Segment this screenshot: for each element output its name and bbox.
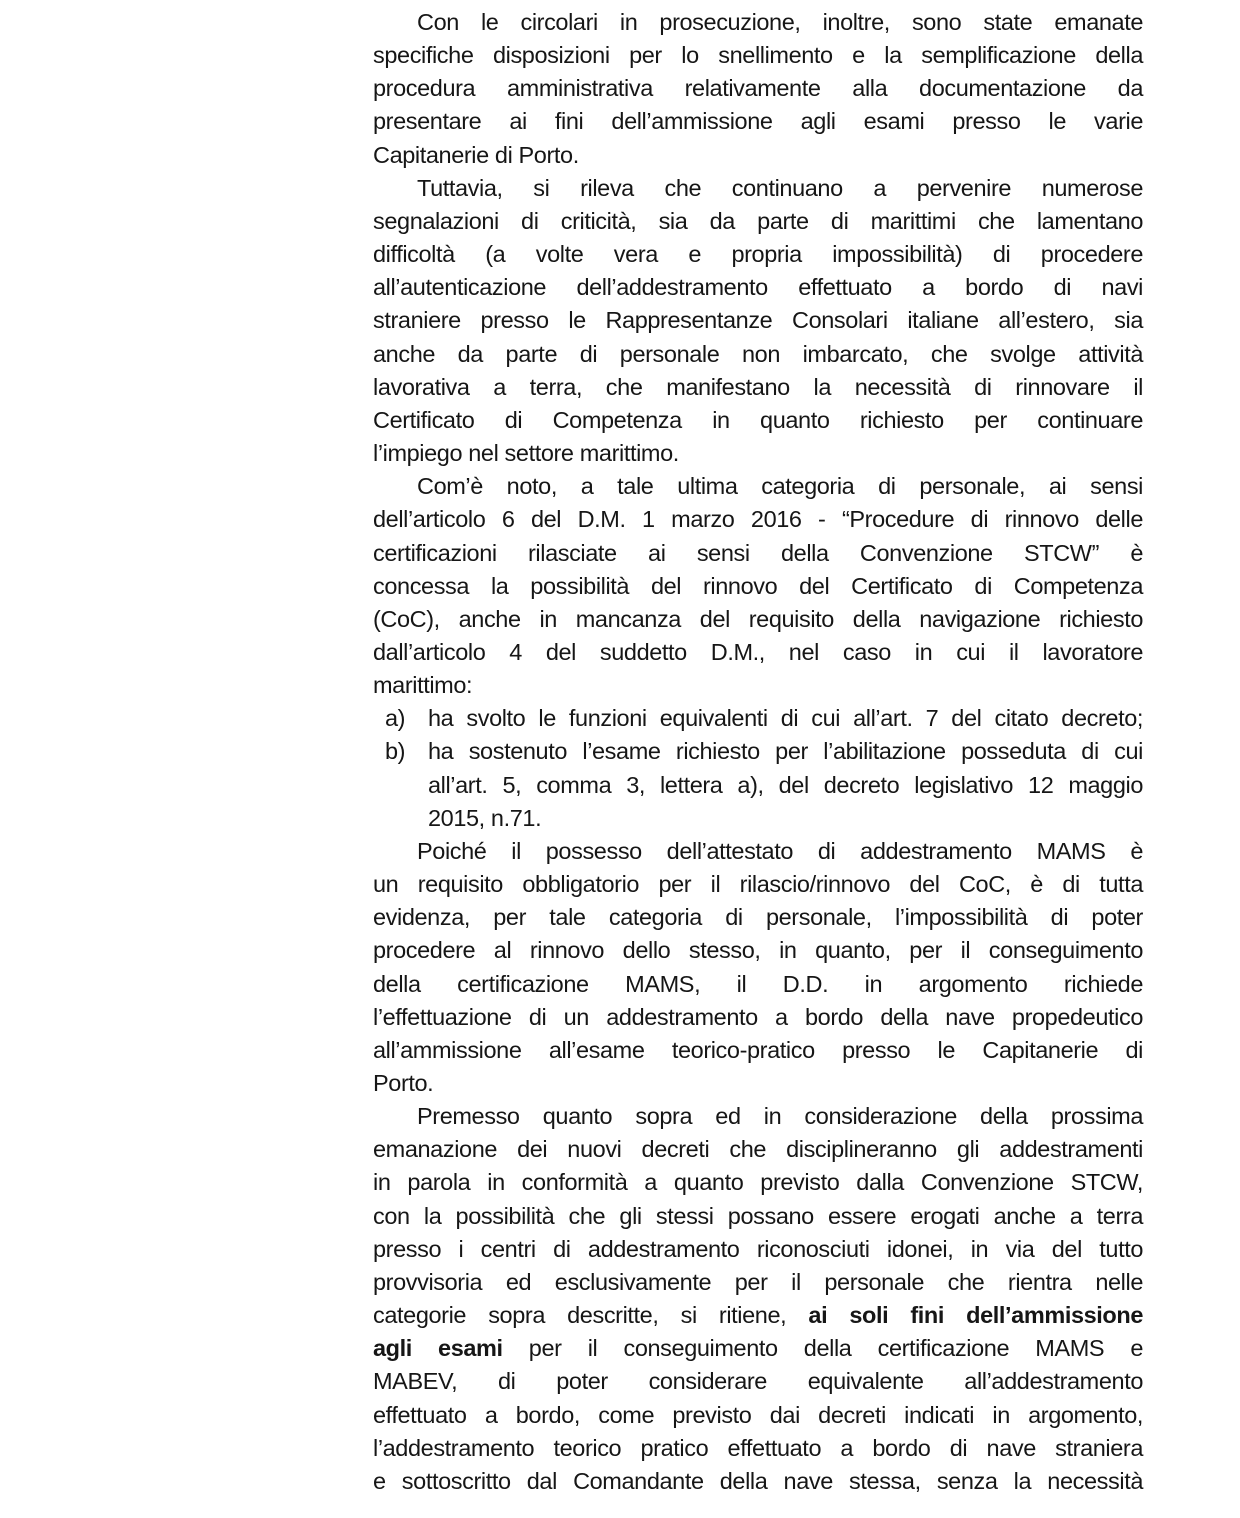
text-run: ha svolto le funzioni equivalenti di cui all’art. 7 del citato decreto; <box>428 705 1143 732</box>
text-line <box>373 968 1143 1001</box>
text-run: all’art. 5, comma 3, lettera a), del decreto legislativo 12 maggio <box>428 771 1143 798</box>
text-line <box>373 537 1143 570</box>
text-run: l’effettuazione di un addestramento a bordo della nave propedeutico <box>373 1003 1143 1030</box>
text-line <box>373 868 1143 901</box>
text-run: emanazione dei nuovi decreti che disciplineranno gli addestramenti <box>373 1136 1143 1163</box>
text-line <box>373 6 1143 39</box>
text-line <box>373 1001 1143 1034</box>
text-run: concessa la possibilità del rinnovo del Certificato di Competenza <box>373 572 1143 599</box>
text-line <box>373 437 1143 470</box>
text-run: Con le circolari in prosecuzione, inoltre, sono state emanate <box>417 9 1143 35</box>
text-line <box>373 901 1143 934</box>
text-run: anche da parte di personale non imbarcato, che svolge attività <box>373 340 1143 367</box>
text-run: in parola in conformità a quanto previsto dalla Convenzione STCW, <box>373 1169 1143 1196</box>
text-line <box>373 72 1143 105</box>
text-run: Com’è noto, a tale ultima categoria di personale, ai sensi <box>417 473 1143 500</box>
text-run: all’ammissione all’esame teorico-pratico presso le Capitanerie di <box>373 1036 1143 1063</box>
bold-text-run: ai soli fini dell’ammissione <box>808 1302 1143 1329</box>
text-line <box>373 1299 1143 1332</box>
text-run: per il conseguimento della certificazione MAMS e <box>502 1335 1143 1362</box>
text-run: difficoltà (a volte vera e propria impossibilità) di procedere <box>373 241 1143 268</box>
text-run: lavorativa a terra, che manifestano la necessità di rinnovare il <box>373 373 1143 400</box>
text-line <box>373 702 1143 735</box>
text-run: 2015, n.71. <box>428 804 542 831</box>
text-line <box>373 802 1143 835</box>
text-run: marittimo: <box>373 672 473 699</box>
text-line <box>373 172 1143 205</box>
text-line <box>373 1133 1143 1166</box>
text-line <box>373 669 1143 702</box>
text-run: dall’articolo 4 del suddetto D.M., nel caso in cui il lavoratore <box>373 638 1143 665</box>
text-line <box>373 105 1143 138</box>
text-line <box>373 735 1143 768</box>
text-line <box>373 271 1143 304</box>
text-line <box>373 304 1143 337</box>
text-line <box>373 1166 1143 1199</box>
text-line <box>373 835 1143 868</box>
text-line <box>373 934 1143 967</box>
text-run: procedere al rinnovo dello stesso, in quanto, per il conseguimento <box>373 937 1143 964</box>
text-line <box>373 1399 1143 1432</box>
text-line <box>373 238 1143 271</box>
text-line <box>373 503 1143 536</box>
text-line <box>373 1233 1143 1266</box>
text-run: Porto. <box>373 1070 434 1096</box>
text-line <box>373 1034 1143 1067</box>
text-run: della certificazione MAMS, il D.D. in argomento richiede <box>373 970 1143 997</box>
text-run: evidenza, per tale categoria di personale, l’impossibilità di poter <box>373 904 1143 931</box>
text-run: Premesso quanto sopra ed in considerazione della prossima <box>417 1103 1143 1130</box>
text-run: specifiche disposizioni per lo snellimento e la semplificazione della <box>373 42 1143 69</box>
text-line <box>373 1365 1143 1398</box>
text-run: (CoC), anche in mancanza del requisito della navigazione richiesto <box>373 605 1143 632</box>
text-run: presso i centri di addestramento riconosciuti idonei, in via del tutto <box>373 1235 1143 1262</box>
text-line <box>373 371 1143 404</box>
text-run: Poiché il possesso dell’attestato di addestramento MAMS è <box>417 837 1143 864</box>
text-run: ha sostenuto l’esame richiesto per l’abilitazione posseduta di cui <box>428 738 1143 765</box>
text-line <box>373 1266 1143 1299</box>
text-line <box>373 603 1143 636</box>
list-marker: b) <box>385 738 406 765</box>
text-line <box>373 39 1143 72</box>
text-run: certificazioni rilasciate ai sensi della Convenzione STCW” è <box>373 539 1143 566</box>
bold-text-run: agli esami <box>373 1335 503 1362</box>
text-line <box>373 1100 1143 1133</box>
text-line <box>373 1465 1143 1498</box>
list-marker: a) <box>385 705 406 732</box>
text-line <box>373 636 1143 669</box>
text-run: dell’articolo 6 del D.M. 1 marzo 2016 - “Procedure di rinnovo delle <box>373 506 1143 533</box>
text-run: l’addestramento teorico pratico effettuato a bordo di nave straniera <box>373 1434 1143 1461</box>
text-line <box>373 769 1143 802</box>
text-run: all’autenticazione dell’addestramento effettuato a bordo di navi <box>373 274 1143 301</box>
text-run: MABEV, di poter considerare equivalente all’addestramento <box>373 1368 1143 1395</box>
text-run: presentare ai fini dell’ammissione agli esami presso le varie <box>373 108 1143 135</box>
text-run: un requisito obbligatorio per il rilascio/rinnovo del CoC, è di tutta <box>373 871 1143 898</box>
text-line <box>373 470 1143 503</box>
text-run: categorie sopra descritte, si ritiene, <box>373 1302 809 1329</box>
text-run: procedura amministrativa relativamente alla documentazione da <box>373 75 1143 102</box>
text-line <box>373 338 1143 371</box>
text-line <box>373 1432 1143 1465</box>
text-run: provvisoria ed esclusivamente per il personale che rientra nelle <box>373 1268 1143 1295</box>
text-run: con la possibilità che gli stessi possano essere erogati anche a terra <box>373 1202 1143 1229</box>
text-run: segnalazioni di criticità, sia da parte di marittimi che lamentano <box>373 207 1143 234</box>
text-run: straniere presso le Rappresentanze Consolari italiane all’estero, sia <box>373 307 1143 334</box>
text-line <box>373 1067 1143 1100</box>
text-line <box>373 570 1143 603</box>
text-line <box>373 404 1143 437</box>
text-line <box>373 205 1143 238</box>
text-run: Tuttavia, si rileva che continuano a pervenire numerose <box>417 174 1143 201</box>
text-line <box>373 1200 1143 1233</box>
text-run: effettuato a bordo, come previsto dai decreti indicati in argomento, <box>373 1401 1143 1428</box>
document-page <box>373 6 1143 1498</box>
text-run: l’impiego nel settore marittimo. <box>373 440 679 467</box>
text-run: Capitanerie di Porto. <box>373 141 579 168</box>
text-line <box>373 1332 1143 1365</box>
text-run: e sottoscritto dal Comandante della nave stessa, senza la necessità <box>373 1467 1143 1494</box>
text-line <box>373 139 1143 172</box>
text-run: Certificato di Competenza in quanto richiesto per continuare <box>373 406 1143 433</box>
